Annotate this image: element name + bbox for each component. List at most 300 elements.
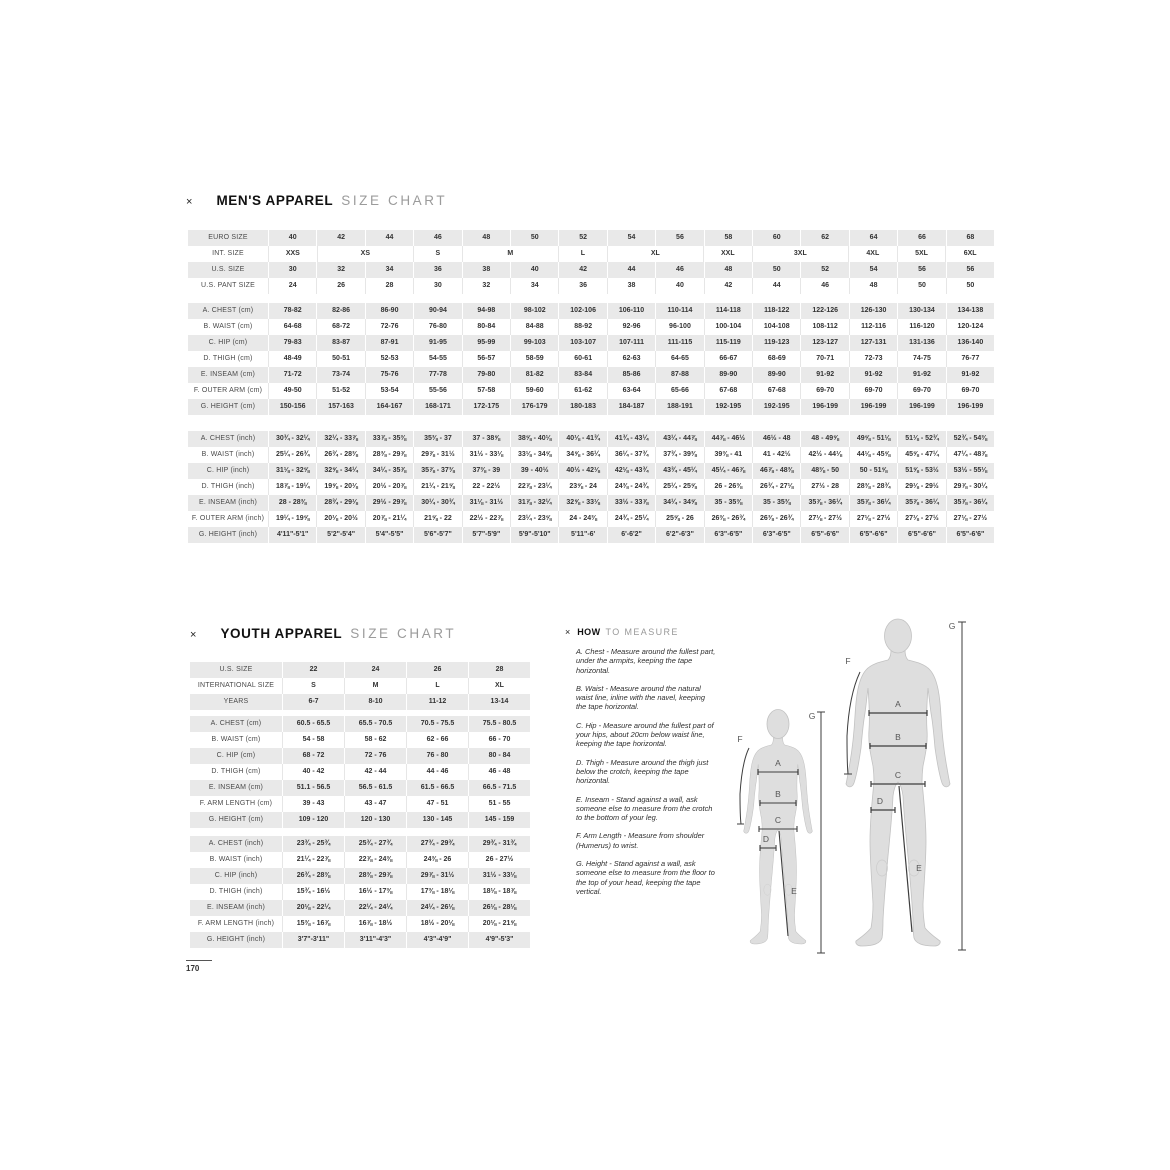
size-cell: 42½ - 44⅛: [801, 447, 849, 463]
size-cell: 24: [345, 662, 407, 678]
row-label: A. CHEST (cm): [188, 303, 269, 319]
size-cell: 134-138: [947, 303, 994, 319]
youth-head: [767, 710, 789, 739]
size-cell: 53½ - 55⅛: [947, 463, 994, 479]
size-cell: 21¼ - 21⅝: [414, 479, 462, 495]
size-cell: 6'-6'2": [608, 527, 656, 543]
size-cell: 45⅝ - 47¼: [898, 447, 946, 463]
row-label: F. ARM LENGTH (cm): [190, 796, 283, 812]
size-cell: 31⅛ - 32⅝: [269, 463, 317, 479]
size-cell: 192-195: [753, 399, 801, 415]
size-cell: 4XL: [849, 246, 898, 262]
size-cell: 61-62: [559, 383, 607, 399]
size-cell: 16½ - 17⅜: [345, 884, 407, 900]
size-cell: 130 - 145: [407, 812, 469, 828]
row-label: G. HEIGHT (cm): [188, 399, 269, 415]
size-cell: 29½ - 29⅞: [366, 495, 414, 511]
table-row: [190, 732, 530, 748]
size-cell: 98-102: [511, 303, 559, 319]
size-cell: 22: [283, 662, 345, 678]
row-label: C. HIP (inch): [188, 463, 269, 479]
size-cell: 54: [850, 262, 898, 278]
mens-title-light: SIZE CHART: [341, 193, 448, 208]
size-cell: 36: [559, 278, 607, 294]
size-cell: 19¼ - 19⅝: [269, 511, 317, 527]
size-cell: 75-76: [366, 367, 414, 383]
row-label: G. HEIGHT (cm): [190, 812, 283, 828]
row-label: B. WAIST (cm): [190, 732, 283, 748]
size-cell: 5'11"-6': [559, 527, 607, 543]
size-cell: 122-126: [801, 303, 849, 319]
size-cell: 48: [705, 262, 753, 278]
size-cell: 67-68: [705, 383, 753, 399]
size-cell: 66 - 70: [488, 736, 511, 743]
size-cell: 15⅜ - 16⅞: [283, 916, 345, 932]
measure-label-hip: C: [774, 815, 782, 825]
measure-title: [565, 627, 717, 637]
size-cell: 72 - 76: [345, 748, 407, 764]
row-label: U.S. PANT SIZE: [188, 278, 269, 294]
size-cell: 18⅛ - 18⅞: [482, 888, 517, 895]
size-cell: 17⅜ - 18⅛: [407, 884, 469, 900]
measure-title-light: TO MEASURE: [605, 627, 679, 637]
size-cell: 90-94: [414, 303, 462, 319]
youth-title-bold: YOUTH APPAREL: [220, 626, 343, 641]
size-cell: 66: [898, 230, 946, 246]
size-cell: 46: [414, 230, 462, 246]
size-cell: 18⅞ - 19¼: [269, 479, 317, 495]
measure-label-inseam: E: [916, 863, 922, 873]
size-cell: 72-76: [366, 319, 414, 335]
size-cell: 5'4"-5'5": [366, 527, 414, 543]
size-cell: 76-77: [961, 355, 980, 362]
size-cell: 58 - 62: [345, 732, 407, 748]
size-cell: 6-7: [283, 694, 345, 710]
size-cell: 87-91: [366, 335, 414, 351]
size-cell: 32⅝ - 33⅛: [559, 495, 607, 511]
size-cell: 64-65: [656, 351, 704, 367]
size-cell: 48-49: [269, 351, 317, 367]
size-cell: 20⅛ - 20½: [317, 511, 365, 527]
size-cell: 6'5"-6'6": [850, 527, 898, 543]
row-label: C. HIP (inch): [190, 868, 283, 884]
size-cell: 26: [407, 662, 469, 678]
size-cell: 58-59: [511, 351, 559, 367]
mens-section-title: [186, 193, 447, 208]
size-cell: 40: [269, 230, 317, 246]
row-label: C. HIP (cm): [190, 748, 283, 764]
row-label: D. THIGH (cm): [188, 351, 269, 367]
size-cell: 25¾ - 27¾: [345, 836, 407, 852]
table-row: [188, 383, 994, 399]
x-marker-icon: ×: [186, 196, 193, 208]
table-row: [190, 716, 530, 732]
size-cell: 5'2"-5'4": [317, 527, 365, 543]
size-cell: 5'9"-5'10": [511, 527, 559, 543]
size-cell: 106-110: [608, 303, 656, 319]
youth-section-title: [190, 626, 456, 641]
row-label: U.S. SIZE: [188, 262, 269, 278]
row-label: G. HEIGHT (inch): [188, 527, 269, 543]
size-cell: 15¾ - 16½: [283, 884, 345, 900]
size-cell: 91-92: [850, 367, 898, 383]
size-cell: 48 - 49⅝: [801, 431, 849, 447]
measure-label-thigh: D: [762, 834, 770, 844]
size-cell: 39 - 40½: [511, 463, 559, 479]
size-cell: 37⅜ - 39: [463, 463, 511, 479]
table-row: [190, 852, 530, 868]
table-row: [188, 351, 994, 367]
size-cell: 21¼ - 22⅞: [283, 852, 345, 868]
mens-title-bold: MEN'S APPAREL: [216, 193, 334, 208]
size-cell: 196-199: [947, 399, 994, 415]
table-row: [190, 812, 530, 828]
row-label: A. CHEST (inch): [190, 836, 283, 852]
size-cell: 74-75: [898, 351, 946, 367]
table-row: [188, 303, 994, 319]
size-cell: 180-183: [559, 399, 607, 415]
size-cell: 6XL: [963, 250, 977, 257]
size-cell: 67-68: [753, 383, 801, 399]
size-cell: 52-53: [366, 351, 414, 367]
size-cell: 22¼ - 24¼: [345, 900, 407, 916]
measure-paragraph-lead: F. Arm Length: [576, 831, 622, 841]
size-cell: 4'9"-5'3": [469, 932, 530, 948]
size-cell: 27½ - 28: [801, 479, 849, 495]
table-row: [190, 748, 530, 764]
size-cell: 44: [608, 262, 656, 278]
size-cell: 23⅝ - 24: [559, 479, 607, 495]
table-row: [188, 399, 994, 415]
size-cell: 172-175: [463, 399, 511, 415]
row-label: U.S. SIZE: [190, 662, 283, 678]
measure-paragraph-lead: G. Height: [576, 859, 608, 869]
size-cell: 69-70: [801, 383, 849, 399]
size-cell: 69-70: [961, 387, 980, 394]
measure-label-thigh: D: [876, 796, 884, 806]
size-cell: 35⅞ - 37⅜: [414, 463, 462, 479]
size-cell: 35 - 35⅜: [705, 495, 753, 511]
size-cell: 164-167: [366, 399, 414, 415]
size-cell: 35⅞ - 36¼: [898, 495, 946, 511]
size-cell: 24⅜ - 24¾: [608, 479, 656, 495]
size-cell: 72-73: [850, 351, 898, 367]
size-cell: 22 - 22½: [463, 479, 511, 495]
row-label: A. CHEST (cm): [190, 716, 283, 732]
mens-size-table: [188, 230, 994, 551]
size-cell: 6'5"-6'6": [801, 527, 849, 543]
size-cell: 20⅞ - 21¼: [366, 511, 414, 527]
size-cell: 30: [269, 262, 317, 278]
table-row: [188, 479, 994, 495]
size-cell: XXL: [704, 246, 753, 262]
size-cell: 157-163: [317, 399, 365, 415]
table-row: [190, 662, 530, 678]
size-cell: 40: [511, 262, 559, 278]
size-cell: 126-130: [850, 303, 898, 319]
size-cell: 30: [414, 278, 462, 294]
size-cell: 36¼ - 37¾: [608, 447, 656, 463]
size-cell: 31⅞ - 32¼: [511, 495, 559, 511]
size-cell: 36: [414, 262, 462, 278]
size-cell: 62 - 66: [407, 732, 469, 748]
table-row: [190, 836, 530, 852]
size-cell: 39⅜ - 41: [705, 447, 753, 463]
size-cell: 127-131: [850, 335, 898, 351]
table-row: [188, 230, 994, 246]
size-cell: 31⅛ - 31½: [463, 495, 511, 511]
row-label: G. HEIGHT (inch): [190, 932, 283, 948]
size-cell: 84-88: [511, 319, 559, 335]
size-cell: 42 - 44: [345, 764, 407, 780]
size-cell: 70.5 - 75.5: [407, 716, 469, 732]
size-cell: 5'7"-5'9": [463, 527, 511, 543]
size-cell: 11-12: [407, 694, 469, 710]
row-label: C. HIP (cm): [188, 335, 269, 351]
size-cell: 196-199: [850, 399, 898, 415]
size-cell: 26⅜ - 26¾: [705, 511, 753, 527]
size-cell: 28⅜ - 29⅞: [345, 868, 407, 884]
size-cell: 62: [801, 230, 849, 246]
size-cell: 29⅛ - 29½: [898, 479, 946, 495]
size-cell: 85-86: [608, 367, 656, 383]
size-cell: 34¼ - 34⅝: [656, 495, 704, 511]
size-cell: 26 - 27½: [485, 856, 514, 863]
table-row: [190, 932, 530, 948]
table-row: [188, 495, 994, 511]
size-cell: 80-84: [463, 319, 511, 335]
measure-label-waist: B: [895, 732, 901, 742]
size-cell: 83-84: [559, 367, 607, 383]
size-cell: 29⅞ - 30¼: [953, 483, 988, 490]
size-cell: 52: [559, 230, 607, 246]
row-label: F. OUTER ARM (cm): [188, 383, 269, 399]
size-cell: 75.5 - 80.5: [469, 716, 530, 732]
x-marker-icon: ×: [565, 627, 571, 637]
size-cell: 88-92: [559, 319, 607, 335]
row-label: F. ARM LENGTH (inch): [190, 916, 283, 932]
size-cell: 28 - 28⅜: [269, 495, 317, 511]
size-cell: 53-54: [366, 383, 414, 399]
size-cell: 55-56: [414, 383, 462, 399]
size-cell: 115-119: [705, 335, 753, 351]
measure-label-chest: A: [775, 758, 781, 768]
size-cell: 32¼ - 33⅞: [317, 431, 365, 447]
size-cell: 30¼ - 30¾: [414, 495, 462, 511]
size-cell: 38⅝ - 40⅛: [511, 431, 559, 447]
size-cell: 33⅛ - 34⅝: [511, 447, 559, 463]
size-cell: 8-10: [345, 694, 407, 710]
size-cell: 44⅞ - 46½: [705, 431, 753, 447]
size-cell: 70-71: [801, 351, 849, 367]
size-cell: 91-92: [947, 367, 994, 383]
size-cell: 112-116: [850, 319, 898, 335]
measure-paragraph: G. Height - Stand against a wall, ask someone else to measure from the floor to the top of your head, keeping the tape vertical.: [576, 859, 715, 896]
size-cell: 26⅛ - 28⅛: [469, 900, 530, 916]
row-label: B. WAIST (inch): [188, 447, 269, 463]
size-cell: 49-50: [269, 383, 317, 399]
size-cell: 29⅞ - 31½: [414, 447, 462, 463]
size-cell: 69-70: [898, 383, 946, 399]
table-row: [188, 262, 994, 278]
table-group: [190, 662, 530, 710]
row-label: E. INSEAM (cm): [188, 367, 269, 383]
table-row: [188, 278, 994, 294]
measure-label-height: G: [808, 711, 816, 721]
table-group: [188, 230, 994, 294]
size-cell: S: [414, 246, 463, 262]
table-row: [190, 694, 530, 710]
size-cell: 76 - 80: [407, 748, 469, 764]
size-cell: 78-82: [269, 303, 317, 319]
size-cell: 22⅞ - 24⅜: [345, 852, 407, 868]
size-cell: 52¾ - 54⅜: [947, 431, 994, 447]
size-cell: 83-87: [317, 335, 365, 351]
size-cell: 51⅝ - 53½: [898, 463, 946, 479]
size-cell: 60: [753, 230, 801, 246]
size-cell: 32⅝ - 34¼: [317, 463, 365, 479]
table-row: [190, 916, 530, 932]
size-cell: 26 - 26⅜: [705, 479, 753, 495]
measure-paragraph: B. Waist - Measure around the natural waist line, inline with the navel, keeping the tape horizontal.: [576, 683, 706, 712]
size-cell: 46 - 48: [488, 768, 511, 775]
size-cell: 120-124: [957, 323, 984, 330]
size-cell: 95-99: [463, 335, 511, 351]
size-cell: 20⅛ - 21⅝: [482, 920, 517, 927]
size-cell: 54: [608, 230, 656, 246]
row-label: B. WAIST (inch): [190, 852, 283, 868]
size-cell: S: [283, 678, 345, 694]
size-cell: 50: [753, 262, 801, 278]
size-cell: 47 - 51: [407, 796, 469, 812]
size-cell: 25⅝ - 26: [656, 511, 704, 527]
how-to-measure-section: [565, 627, 717, 905]
size-cell: 131-136: [898, 335, 946, 351]
size-cell: XS: [318, 246, 414, 262]
size-cell: 60-61: [559, 351, 607, 367]
size-cell: 22⅞ - 23¼: [511, 479, 559, 495]
size-cell: 94-98: [463, 303, 511, 319]
row-label: YEARS: [190, 694, 283, 710]
measure-paragraph: C. Hip - Measure around the fullest part of your hips, about 20cm below waist line, keeping the tape horizontal.: [576, 720, 714, 749]
size-cell: 48⅜ - 50: [801, 463, 849, 479]
table-row: [188, 447, 994, 463]
table-row: [190, 900, 530, 916]
size-cell: 71-72: [269, 367, 317, 383]
youth-title-light: SIZE CHART: [350, 626, 457, 641]
table-group: [190, 716, 530, 828]
size-cell: 6'3"-6'5": [705, 527, 753, 543]
size-cell: 35 - 35⅜: [753, 495, 801, 511]
size-cell: 43 - 47: [345, 796, 407, 812]
size-cell: 68-69: [753, 351, 801, 367]
size-cell: 150-156: [269, 399, 317, 415]
table-row: [188, 319, 994, 335]
size-cell: 39 - 43: [283, 796, 345, 812]
size-cell: 79-80: [463, 367, 511, 383]
size-cell: 43¾ - 45¼: [656, 463, 704, 479]
row-label: E. INSEAM (inch): [190, 900, 283, 916]
size-cell: 23¾ - 25¾: [283, 836, 345, 852]
size-cell: 60.5 - 65.5: [283, 716, 345, 732]
size-cell: 46½ - 48: [753, 431, 801, 447]
size-cell: 91-95: [414, 335, 462, 351]
size-cell: 99-103: [511, 335, 559, 351]
size-cell: 26¾ - 27⅛: [753, 479, 801, 495]
size-cell: 38: [463, 262, 511, 278]
size-cell: 38: [608, 278, 656, 294]
table-group: [188, 431, 994, 543]
measure-paragraph-lead: D. Thigh: [576, 757, 604, 767]
size-cell: 19⅝ - 20⅛: [317, 479, 365, 495]
size-cell: 40: [656, 278, 704, 294]
size-cell: 21⅝ - 22: [414, 511, 462, 527]
size-cell: 23¼ - 23⅝: [511, 511, 559, 527]
adult-head: [885, 619, 912, 653]
row-label: INT. SIZE: [188, 246, 269, 262]
size-cell: 35⅞ - 36¼: [850, 495, 898, 511]
table-row: [188, 246, 994, 262]
size-cell: 26¾ - 28⅜: [317, 447, 365, 463]
size-cell: 20½ - 20⅞: [366, 479, 414, 495]
size-cell: 63-64: [608, 383, 656, 399]
measure-instructions: [565, 647, 717, 896]
size-cell: 25¼ - 25⅝: [656, 479, 704, 495]
size-cell: 51⅛ - 52¾: [898, 431, 946, 447]
size-cell: 114-118: [705, 303, 753, 319]
size-cell: 20⅛ - 22¼: [283, 900, 345, 916]
row-label: E. INSEAM (inch): [188, 495, 269, 511]
size-cell: 87-88: [656, 367, 704, 383]
size-cell: 32: [317, 262, 365, 278]
table-row: [190, 780, 530, 796]
size-cell: 4'3"-4'9": [407, 932, 469, 948]
size-cell: 34¼ - 35⅞: [366, 463, 414, 479]
size-cell: 119-123: [753, 335, 801, 351]
size-cell: 43¼ - 44⅞: [656, 431, 704, 447]
size-cell: 3'11"-4'3": [345, 932, 407, 948]
size-cell: 35⅞ - 36¼: [801, 495, 849, 511]
size-cell: 46⅞ - 48⅜: [753, 463, 801, 479]
size-cell: 28: [469, 662, 530, 678]
size-cell: XL: [495, 682, 504, 689]
table-row: [190, 796, 530, 812]
size-cell: 31½ - 33⅛: [469, 868, 530, 884]
size-cell: 49⅝ - 51⅛: [850, 431, 898, 447]
size-cell: 56-57: [463, 351, 511, 367]
size-cell: 89-90: [705, 367, 753, 383]
size-cell: 92-96: [608, 319, 656, 335]
size-cell: 26¾ - 28⅜: [283, 868, 345, 884]
measure-paragraph-lead: B. Waist: [576, 683, 604, 693]
row-label: D. THIGH (cm): [190, 764, 283, 780]
size-cell: 64-68: [269, 319, 317, 335]
size-cell: 50: [966, 282, 975, 289]
youth-figure-diagram: [735, 708, 830, 960]
size-cell: 65.5 - 70.5: [345, 716, 407, 732]
size-cell: 26: [317, 278, 365, 294]
size-cell: 50: [898, 278, 946, 294]
row-label: F. OUTER ARM (inch): [188, 511, 269, 527]
table-row: [188, 431, 994, 447]
measure-label-waist: B: [775, 789, 781, 799]
size-cell: 68-72: [317, 319, 365, 335]
size-cell: 109 - 120: [283, 812, 345, 828]
youth-size-table: [190, 662, 530, 956]
size-cell: 76-80: [414, 319, 462, 335]
size-cell: 44⅛ - 45⅝: [850, 447, 898, 463]
size-cell: 28⅜ - 29⅞: [366, 447, 414, 463]
